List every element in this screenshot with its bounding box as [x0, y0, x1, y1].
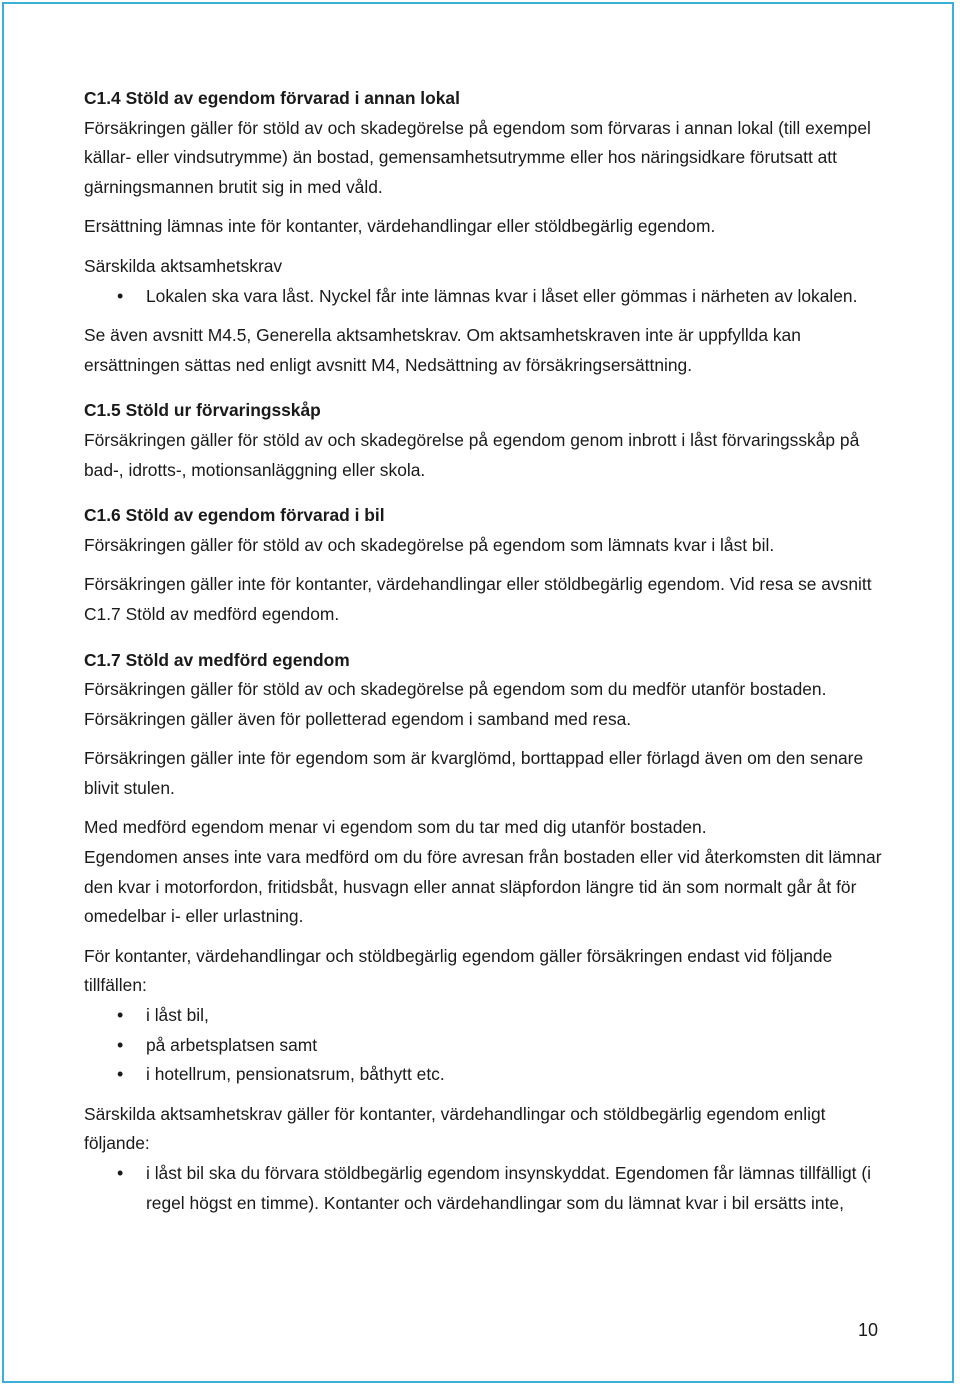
paragraph-c1-7-valuables: För kontanter, värdehandlingar och stöldbegärlig egendom gäller försäkringen endast vid följande tillfällen: — [84, 945, 833, 996]
list-item — [84, 1001, 884, 1031]
bullet-icon: • — [117, 1163, 124, 1183]
list-item — [84, 1060, 884, 1090]
bullet-list-c1-7-care — [84, 1159, 884, 1218]
heading-c1-6: C1.6 Stöld av egendom förvarad i bil — [84, 505, 385, 526]
bullet-icon: • — [117, 1064, 124, 1085]
list-item — [84, 282, 884, 312]
page-number: 10 — [857, 1320, 878, 1340]
paragraph-c1-4-care-title: Särskilda aktsamhetskrav — [84, 255, 283, 276]
bullet-icon: • — [117, 1005, 124, 1026]
bullet-icon: • — [117, 285, 124, 306]
heading-c1-5: C1.5 Stöld ur förvaringsskåp — [84, 400, 321, 421]
list-item-text: i hotellrum, pensionatsrum, båthytt etc. — [146, 1064, 445, 1085]
paragraph-c1-4-exclusion: Ersättning lämnas inte för kontanter, värdehandlingar eller stöldbegärlig egendom. — [84, 216, 716, 237]
list-item — [84, 1031, 884, 1061]
list-item-text: Lokalen ska vara låst. Nyckel får inte lämnas kvar i låset eller gömmas i närheten av lokalen. — [146, 285, 858, 306]
paragraph-c1-7-exclusion: Försäkringen gäller inte för egendom som är kvarglömd, borttappad eller förlagd även om den senare blivit stulen. — [84, 748, 864, 798]
list-item-text: i låst bil ska du förvara stöldbegärlig egendom insynskyddat. Egendomen får lämnas tillfälligt (i regel högst en timme). Kontanter och värdehandlingar som du lämnat kvar i bil ersätts inte, — [146, 1163, 871, 1213]
bullet-list-c1-7-occasions — [84, 1001, 884, 1090]
paragraph-c1-5-scope: Försäkringen gäller för stöld av och skadegörelse på egendom genom inbrott i låst förvaringsskåp på bad-, idrotts-, motionsanläggning eller skola. — [84, 429, 860, 480]
document-body — [84, 84, 884, 1218]
paragraph-c1-6-scope: Försäkringen gäller för stöld av och skadegörelse på egendom som lämnats kvar i låst bil. — [84, 534, 775, 555]
heading-c1-7: C1.7 Stöld av medförd egendom — [84, 649, 350, 670]
paragraph-c1-7-scope: Försäkringen gäller för stöld av och skadegörelse på egendom som du medför utanför bostaden. Försäkringen gäller även för polletterad egendom i samband med resa. — [84, 679, 827, 729]
bullet-icon: • — [117, 1034, 124, 1055]
list-item-text: i låst bil, — [146, 1005, 209, 1026]
paragraph-c1-6-exclusion: Försäkringen gäller inte för kontanter, värdehandlingar eller stöldbegärlig egendom. Vid resa se avsnitt C1.7 Stöld av medförd egendom. — [84, 574, 872, 624]
paragraph-c1-7-definition: Med medförd egendom menar vi egendom som du tar med dig utanför bostaden. — [84, 817, 707, 838]
paragraph-c1-4-reference: Se även avsnitt M4.5, Generella aktsamhetskrav. Om aktsamhetskraven inte är uppfyllda kan ersättningen sättas ned enligt avsnitt M4, Nedsättning av försäkringsersättning. — [84, 325, 801, 375]
bullet-list-c1-4 — [84, 282, 884, 312]
paragraph-c1-7-definition-detail: Egendomen anses inte vara medförd om du före avresan från bostaden eller vid återkomsten dit lämnar den kvar i motorfordon, fritidsbåt, husvagn eller annat släpfordon längre tid än som normalt går åt för omedelbar i- eller urlastning. — [84, 847, 882, 927]
paragraph-c1-4-scope: Försäkringen gäller för stöld av och skadegörelse på egendom som förvaras i annan lokal (till exempel källar- eller vindsutrymme) än bostad, gemensamhetsutrymme eller hos näringsidkare förutsatt att gärningsmannen brutit sig in med våld. — [84, 117, 871, 197]
list-item-text: på arbetsplatsen samt — [146, 1034, 318, 1055]
list-item — [84, 1159, 884, 1218]
heading-c1-4: C1.4 Stöld av egendom förvarad i annan lokal — [84, 88, 460, 108]
paragraph-c1-7-care-requirements: Särskilda aktsamhetskrav gäller för kontanter, värdehandlingar och stöldbegärlig egendom enligt följande: — [84, 1103, 826, 1154]
